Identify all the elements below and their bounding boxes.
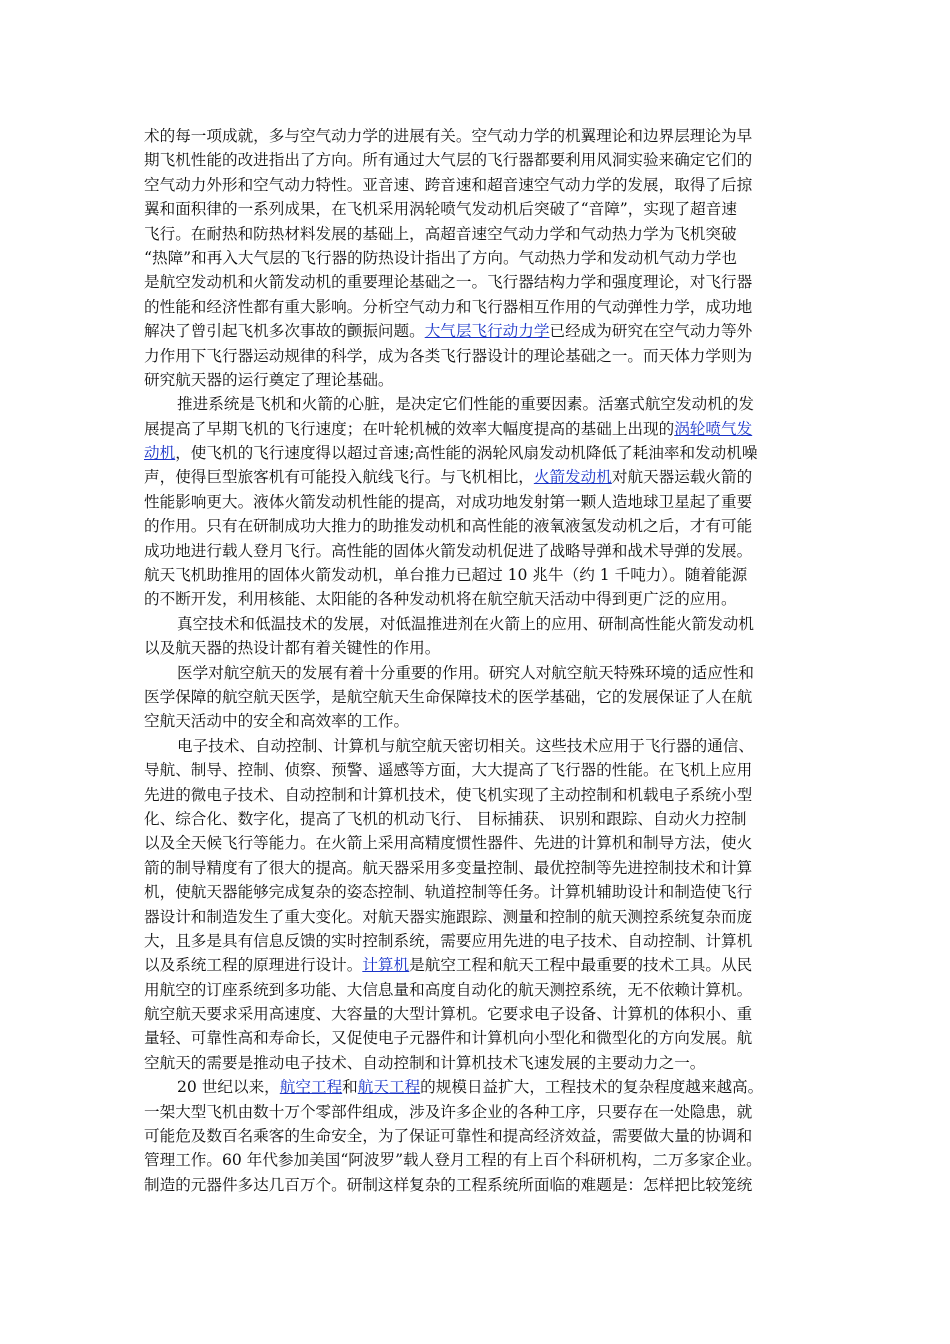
text-line [144, 441, 822, 465]
text-line: 航空航天要求采用高速度、大容量的大型计算机。它要求电子设备、计算机的体积小、重 [144, 1005, 753, 1024]
paragraph-vacuum-cryogenics [144, 612, 822, 661]
link-astronautical-engineering[interactable]: 航天工程 [357, 1078, 421, 1097]
paragraph-electronics-computing [144, 734, 822, 1075]
document-body [144, 124, 822, 1197]
text-line: 的不断开发，利用核能、太阳能的各种发动机将在航空航天活动中得到更广泛的应用。 [144, 590, 737, 609]
text-line: 的作用。只有在研制成功大推力的助推发动机和高性能的液氧液氢发动机之后，才有可能 [144, 517, 753, 536]
text-line: 一架大型飞机由数十万个零部件组成，涉及许多企业的各种工序，只要存在一处隐患，就 [144, 1102, 753, 1121]
text-line: 电子技术、自动控制、计算机与航空航天密切相关。这些技术应用于飞行器的通信、 [177, 736, 754, 755]
text-line: 力作用下飞行器运动规律的科学，成为各类飞行器设计的理论基础之一。而天体力学则为 [144, 346, 753, 365]
text-line [144, 465, 822, 489]
text-line: 成功地进行载人登月飞行。高性能的固体火箭发动机促进了战略导弹和战术导弹的发展。 [144, 541, 753, 560]
text-line: 医学对航空航天的发展有着十分重要的作用。研究人对航空航天特殊环境的适应性和 [177, 663, 754, 682]
link-turbojet-engine[interactable]: 动机 [144, 444, 176, 463]
text-run: 的规模日益扩大，工程技术的复杂程度越来越高。 [420, 1078, 764, 1097]
text-line: 制造的元器件多达几百万个。研制这样复杂的工程系统所面临的难题是：怎样把比较笼统 [144, 1175, 753, 1194]
text-run: 是航空工程和航天工程中最重要的技术工具。从民 [409, 956, 753, 975]
link-computer[interactable]: 计算机 [362, 956, 410, 975]
text-line: 术的每一项成就，多与空气动力学的进展有关。空气动力学的机翼理论和边界层理论为早 [144, 127, 753, 145]
text-line: 箭的制导精度有了很大的提高。航天器采用多变量控制、最优控制等先进控制技术和计算 [144, 858, 753, 877]
text-line: 真空技术和低温技术的发展，对低温推进剂在火箭上的应用、研制高性能火箭发动机 [177, 614, 754, 633]
text-run: 以及系统工程的原理进行设计。 [144, 956, 363, 975]
text-line: 空航天活动中的安全和高效率的工作。 [144, 712, 410, 731]
text-line: 是航空发动机和火箭发动机的重要理论基础之一。飞行器结构力学和强度理论，对飞行器 [144, 273, 753, 292]
text-run: ，使飞机的飞行速度得以超过音速;高性能的涡轮风扇发动机降低了耗油率和发动机噪 [175, 444, 758, 463]
text-line [144, 953, 822, 977]
text-line: 以及航天器的热设计都有着关键性的作用。 [144, 639, 441, 658]
text-line [144, 417, 822, 441]
text-run: 展提高了早期飞机的飞行速度；在叶轮机械的效率大幅度提高的基础上出现的 [144, 419, 675, 438]
text-run: 已经成为研究在空气动力等外 [549, 322, 753, 341]
text-line: 推进系统是飞机和火箭的心脏，是决定它们性能的重要因素。活塞式航空发动机的发 [177, 395, 754, 414]
text-run: 20 世纪以来， [177, 1078, 280, 1097]
text-run: 声，使得巨型旅客机有可能投入航线飞行。与飞机相比， [144, 468, 534, 487]
text-run: 和 [342, 1078, 358, 1097]
text-run: 解决了曾引起飞机多次事故的颤振问题。 [144, 322, 425, 341]
text-line: 的性能和经济性都有重大影响。分析空气动力和飞行器相互作用的气动弹性力学，成功地 [144, 297, 753, 316]
text-line [144, 319, 822, 343]
text-line: 用航空的订座系统到多功能、大信息量和高度自动化的航天测控系统，无不依赖计算机。 [144, 980, 753, 999]
text-line: 翼和面积律的一系列成果，在飞机采用涡轮喷气发动机后突破了“音障”，实现了超音速 [144, 200, 737, 219]
text-line: 空航天的需要是推动电子技术、自动控制和计算机技术飞速发展的主要动力之一。 [144, 1053, 706, 1072]
text-line: 器设计和制造发生了重大变化。对航天器实施跟踪、测量和控制的航天测控系统复杂而庞 [144, 907, 753, 926]
text-line: 空气动力外形和空气动力特性。亚音速、跨音速和超音速空气动力学的发展，取得了后掠 [144, 175, 753, 194]
link-aeronautical-engineering[interactable]: 航空工程 [279, 1078, 343, 1097]
paragraph-aerodynamics [144, 124, 822, 392]
text-line: 化、综合化、数字化，提高了飞机的机动飞行、 目标捕获、 识别和跟踪、自动火力控制 [144, 809, 747, 828]
text-line: 导航、制导、控制、侦察、预警、遥感等方面，大大提高了飞行器的性能。在飞机上应用 [144, 761, 753, 780]
text-line: “热障”和再入大气层的飞行器的防热设计指出了方向。气动热力学和发动机气动力学也 [144, 248, 737, 267]
text-run: 对航天器运载火箭的 [611, 468, 753, 487]
text-line: 航天飞机助推用的固体火箭发动机，单台推力已超过 10 兆牛（约 1 千吨力）。随着能源 [144, 566, 748, 585]
paragraph-systems-engineering [144, 1075, 822, 1197]
text-line: 以及全天候飞行等能力。在火箭上采用高精度惯性器件、先进的计算机和制导方法，使火 [144, 834, 753, 853]
text-line: 研究航天器的运行奠定了理论基础。 [144, 370, 394, 389]
link-rocket-engine[interactable]: 火箭发动机 [533, 468, 612, 487]
text-line: 医学保障的航空航天医学，是航空航天生命保障技术的医学基础，它的发展保证了人在航 [144, 687, 753, 706]
text-line: 先进的微电子技术、自动控制和计算机技术，使飞机实现了主动控制和机载电子系统小型 [144, 785, 753, 804]
paragraph-aerospace-medicine [144, 661, 822, 734]
text-line: 大，且多是具有信息反馈的实时控制系统，需要应用先进的电子技术、自动控制、计算机 [144, 931, 753, 950]
text-line: 机，使航天器能够完成复杂的姿态控制、轨道控制等任务。计算机辅助设计和制造使飞行 [144, 883, 753, 902]
text-line: 管理工作。60 年代参加美国“阿波罗”载人登月工程的有上百个科研机构，二万多家企业。 [144, 1151, 762, 1170]
text-line: 飞行。在耐热和防热材料发展的基础上，高超音速空气动力学和气动热力学为飞机突破 [144, 224, 737, 243]
text-line [144, 1075, 822, 1099]
paragraph-propulsion [144, 392, 822, 612]
text-line: 性能影响更大。液体火箭发动机性能的提高，对成功地发射第一颗人造地球卫星起了重要 [144, 492, 753, 511]
link-turbojet-engine[interactable]: 涡轮喷气发 [674, 419, 753, 438]
link-atmospheric-flight-dynamics[interactable]: 大气层飞行动力学 [424, 322, 550, 341]
text-line: 可能危及数百名乘客的生命安全，为了保证可靠性和提高经济效益，需要做大量的协调和 [144, 1127, 753, 1146]
text-line: 量轻、可靠性高和寿命长，又促使电子元器件和计算机向小型化和微型化的方向发展。航 [144, 1029, 753, 1048]
text-line: 期飞机性能的改进指出了方向。所有通过大气层的飞行器都要利用风洞实验来确定它们的 [144, 151, 753, 170]
